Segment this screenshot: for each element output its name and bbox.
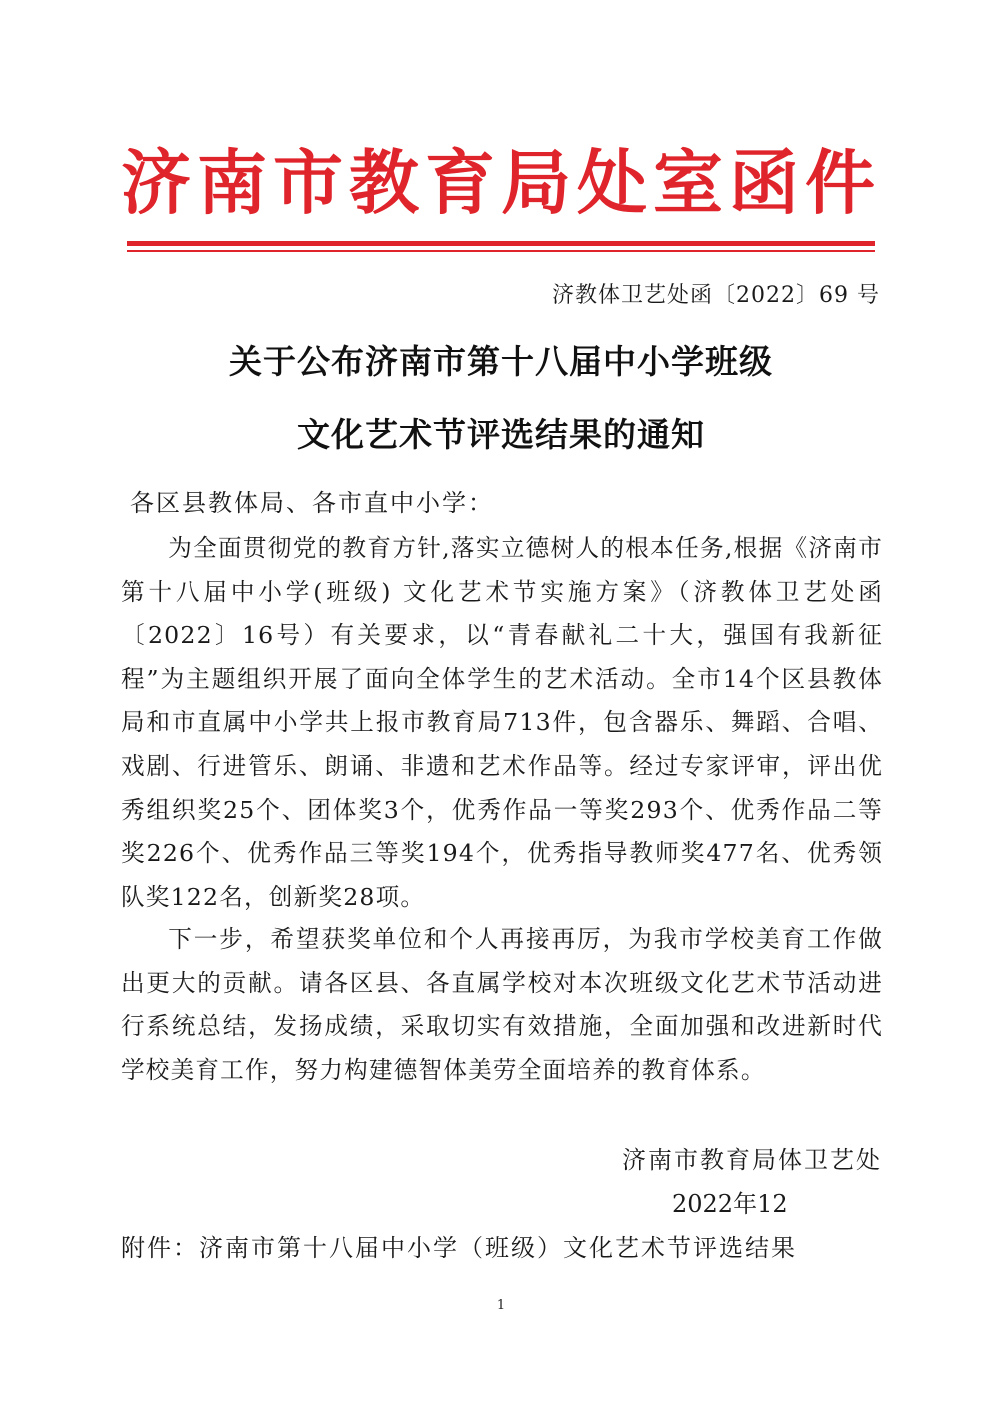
masthead-rule-thin bbox=[127, 250, 875, 252]
salutation: 各区县教体局、各市直中小学： bbox=[130, 489, 494, 517]
masthead-rule-thick bbox=[127, 241, 875, 246]
masthead-title: 济南市教育局处室函件 bbox=[121, 141, 881, 224]
signature-organization: 济南市教育局体卫艺处 bbox=[622, 1146, 882, 1174]
notice-title-line-1: 关于公布济南市第十八届中小学班级 bbox=[229, 342, 773, 381]
body-paragraph-1: 为全面贯彻党的教育方针,落实立德树人的根本任务,根据《济南市第十八届中小学(班级) 文化艺术节实施方案》（济教体卫艺处函〔2022〕16号）有关要求，以“青春献礼二十大，强国有我新征程”为主题组织开展了面向全体学生的艺术活动。全市14个区县教体局和市直属中小学共上报市教育局713件，包含器乐、舞蹈、合唱、戏剧、行进管乐、朗诵、非遗和艺术作品等。经过专家评审，评出优秀组织奖25个、团体奖3个，优秀作品一等奖293个、优秀作品二等奖226个、优秀作品三等奖194个，优秀指导教师奖477名、优秀领队奖122名，创新奖28项。 bbox=[121, 534, 883, 911]
page-number: 1 bbox=[496, 1298, 506, 1313]
signature-date: 2022年12 bbox=[672, 1190, 788, 1218]
document-number: 济教体卫艺处函〔2022〕69 号 bbox=[552, 283, 880, 308]
attachment-line: 附件：济南市第十八届中小学（班级）文化艺术节评选结果 bbox=[121, 1234, 797, 1262]
body-paragraph-2: 下一步，希望获奖单位和个人再接再厉，为我市学校美育工作做出更大的贡献。请各区县、各直属学校对本次班级文化艺术节活动进行系统总结，发扬成绩，采取切实有效措施，全面加强和改进新时代学校美育工作，努力构建德智体美劳全面培养的教育体系。 bbox=[121, 925, 883, 1084]
notice-title-line-2: 文化艺术节评选结果的通知 bbox=[297, 415, 705, 454]
